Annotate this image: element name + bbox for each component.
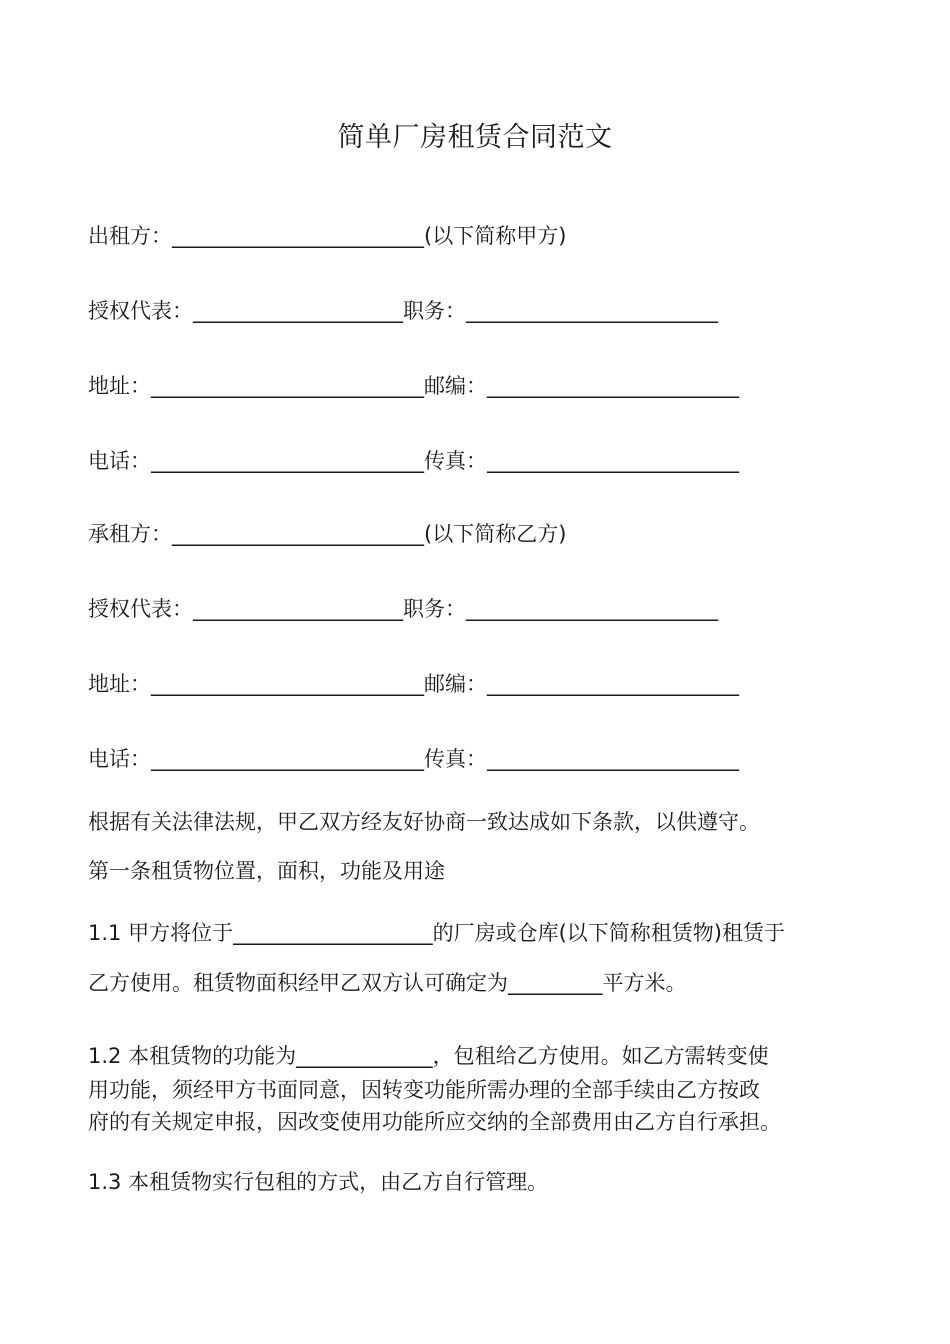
article-1-heading: 第一条租赁物位置，面积，功能及用途 xyxy=(88,859,445,883)
clause-1-2-line-3: 府的有关规定申报，因改变使用功能所应交纳的全部费用由乙方自行承担。 xyxy=(88,1110,781,1134)
document-title: 简单厂房租赁合同范文 xyxy=(337,122,613,153)
clause-1-1-line-1: 1.1 甲方将位于___________________的厂房或仓库(以下简称租赁物)租赁于 xyxy=(88,921,785,945)
lessor-line: 出租方：________________________(以下简称甲方) xyxy=(88,224,567,248)
clause-1-2-line-1: 1.2 本租赁物的功能为_____________，包租给乙方使用。如乙方需转变使 xyxy=(88,1044,769,1068)
lessee-address-line: 地址：__________________________邮编：________________________ xyxy=(88,672,739,696)
lessee-line: 承租方：________________________(以下简称乙方) xyxy=(88,522,567,546)
lessor-phone-line: 电话：__________________________传真：________________________ xyxy=(88,449,739,473)
clause-1-3: 1.3 本租赁物实行包租的方式，由乙方自行管理。 xyxy=(88,1170,549,1194)
lessee-representative-line: 授权代表：____________________职务：________________________ xyxy=(88,597,718,621)
lessee-phone-line: 电话：__________________________传真：________________________ xyxy=(88,747,739,771)
lessor-representative-line: 授权代表：____________________职务：________________________ xyxy=(88,299,718,323)
clause-1-1-line-2: 乙方使用。租赁物面积经甲乙双方认可确定为_________平方米。 xyxy=(88,971,687,995)
intro-paragraph: 根据有关法律法规，甲乙双方经友好协商一致达成如下条款，以供遵守。 xyxy=(88,810,760,834)
lessor-address-line: 地址：__________________________邮编：________________________ xyxy=(88,374,739,398)
clause-1-2-line-2: 用功能，须经甲方书面同意，因转变功能所需办理的全部手续由乙方按政 xyxy=(88,1078,760,1102)
